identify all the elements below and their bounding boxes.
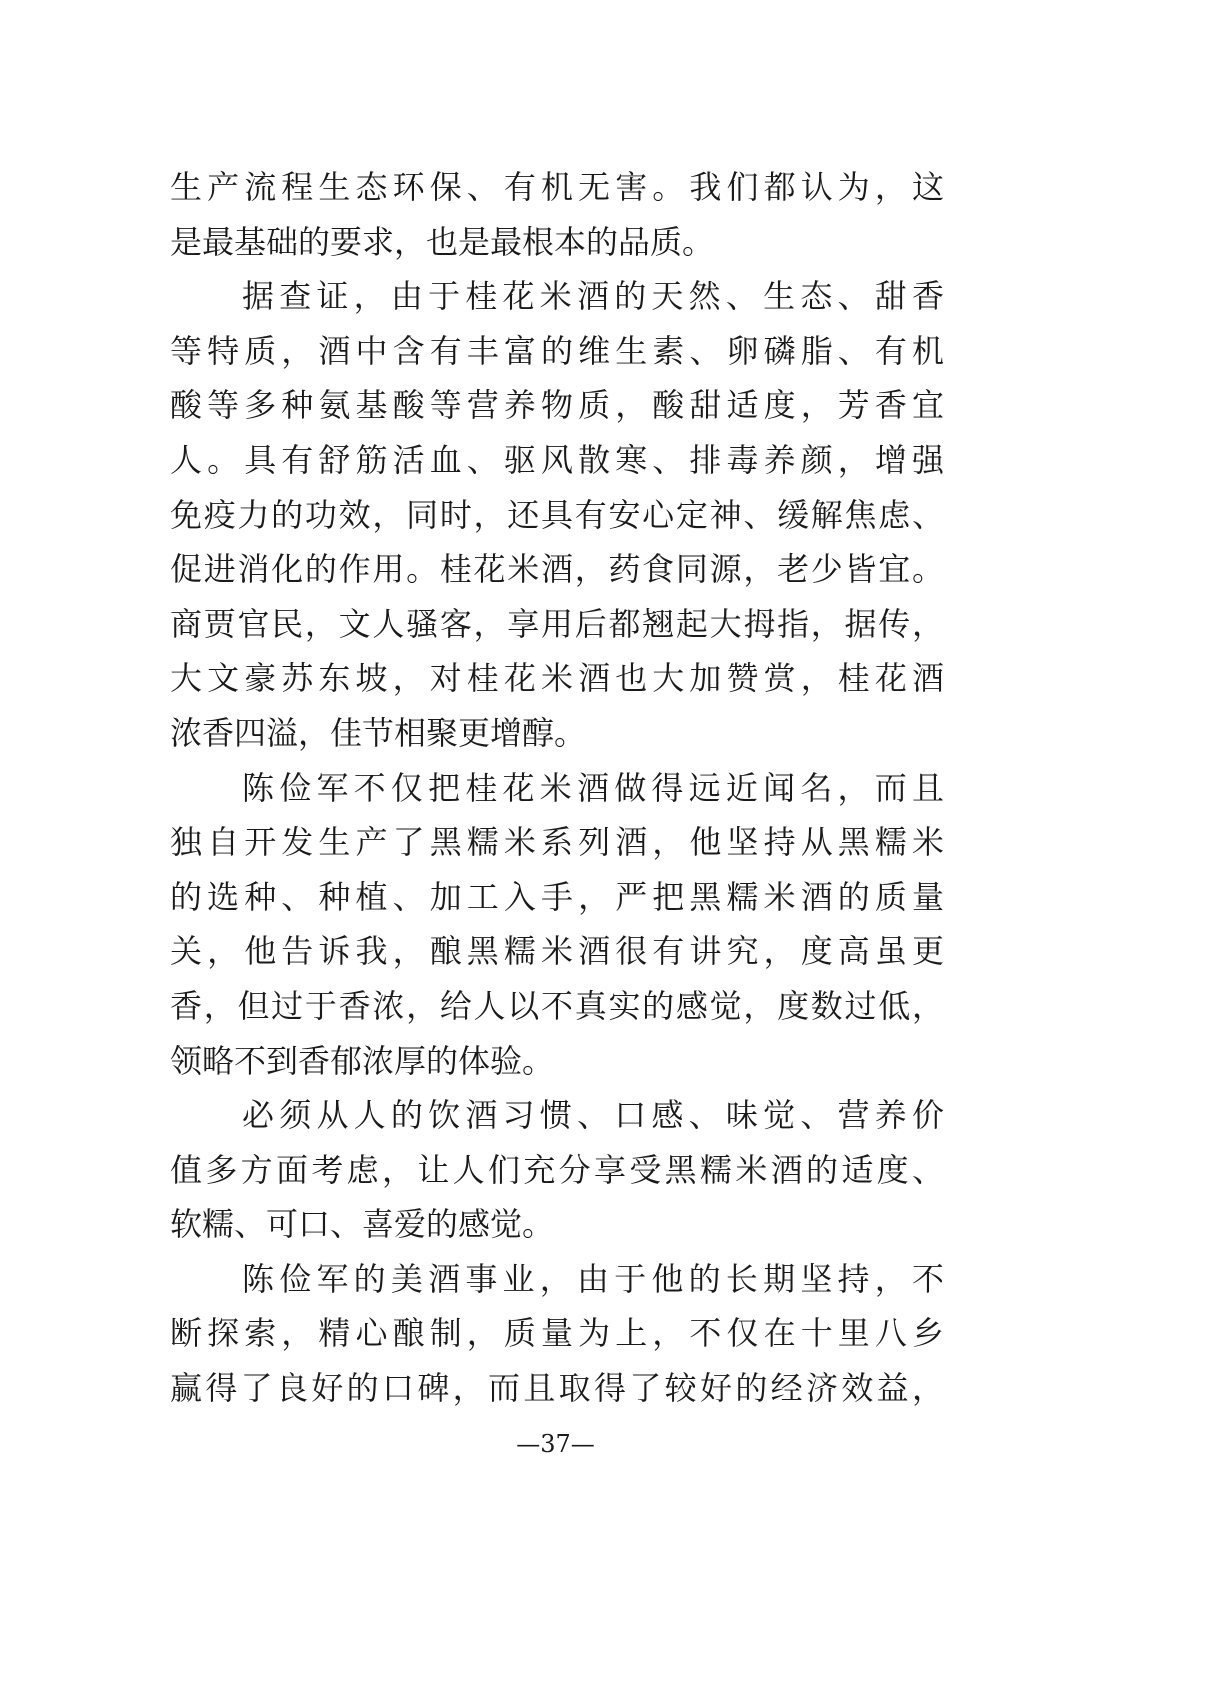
- text-line: 香，但过于香浓，给人以不真实的感觉，度数过低，: [170, 986, 944, 1025]
- text-line: 等特质，酒中含有丰富的维生素、卵磷脂、有机: [170, 331, 944, 370]
- text-line: 陈俭军的美酒事业，由于他的长期坚持，不: [242, 1259, 944, 1298]
- text-line: 陈俭军不仅把桂花米酒做得远近闻名，而且: [242, 768, 944, 807]
- text-line: 独自开发生产了黑糯米系列酒，他坚持从黑糯米: [170, 823, 944, 862]
- text-line: 浓香四溢，佳节相聚更增醇。: [170, 713, 587, 752]
- text-line: 免疫力的功效，同时，还具有安心定神、缓解焦虑、: [170, 495, 944, 534]
- text-line: 软糯、可口、喜爱的感觉。: [170, 1205, 555, 1244]
- text-line: 是最基础的要求，也是最根本的品质。: [170, 222, 715, 261]
- text-line: 关，他告诉我，酿黑糯米酒很有讲究，度高虽更: [170, 932, 944, 971]
- text-line: 商贾官民，文人骚客，享用后都翘起大拇指，据传，: [170, 604, 944, 643]
- text-line: 酸等多种氨基酸等营养物质，酸甜适度，芳香宜: [170, 386, 944, 425]
- text-line: 必须从人的饮酒习惯、口感、味觉、营养价: [242, 1096, 944, 1135]
- text-line: 据查证，由于桂花米酒的天然、生态、甜香: [242, 277, 944, 316]
- text-line: 值多方面考虑，让人们充分享受黑糯米酒的适度、: [170, 1150, 944, 1189]
- text-line: 促进消化的作用。桂花米酒，药食同源，老少皆宜。: [170, 550, 944, 589]
- text-line: 人。具有舒筋活血、驱风散寒、排毒养颜，增强: [170, 440, 944, 479]
- text-line: 大文豪苏东坡，对桂花米酒也大加赞赏，桂花酒: [170, 659, 944, 698]
- body-text: [170, 160, 944, 1416]
- text-line: 生产流程生态环保、有机无害。我们都认为，这: [170, 168, 944, 206]
- page-number: —37—: [516, 1430, 595, 1458]
- text-line: 的选种、种植、加工入手，严把黑糯米酒的质量: [170, 877, 944, 916]
- text-line: 断探索，精心酿制，质量为上，不仅在十里八乡: [170, 1314, 944, 1353]
- text-line: 领略不到香郁浓厚的体验。: [170, 1041, 555, 1080]
- text-line: 赢得了良好的口碑，而且取得了较好的经济效益，: [170, 1369, 944, 1408]
